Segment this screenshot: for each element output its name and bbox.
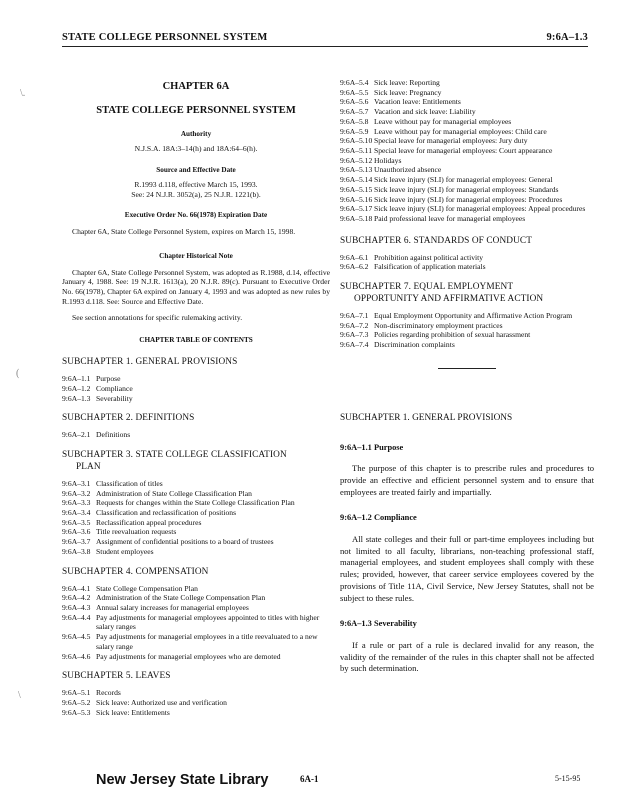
- subchapter-title: SUBCHAPTER 2. DEFINITIONS: [62, 413, 195, 424]
- toc-entry[interactable]: [340, 88, 594, 98]
- subchapter-title-continued: PLAN: [76, 461, 101, 472]
- toc-entry[interactable]: [340, 330, 594, 340]
- toc-entry-title: Paid professional leave for managerial employees: [374, 214, 526, 224]
- toc-entry[interactable]: [62, 518, 330, 528]
- toc-entry-title: Records: [96, 688, 121, 698]
- toc-entry[interactable]: [62, 537, 330, 547]
- toc-entry-number: 9:6A–3.6: [62, 527, 91, 537]
- body-sections: [340, 443, 594, 676]
- authority-heading: Authority: [180, 129, 212, 138]
- toc-entry-number: 9:6A–5.5: [340, 87, 369, 97]
- toc-entry-number: 9:6A–5.6: [340, 97, 369, 107]
- toc-entry-number: 9:6A–4.5: [62, 632, 91, 642]
- toc-entry[interactable]: [340, 175, 594, 185]
- subchapter-title: SUBCHAPTER 6. STANDARDS OF CONDUCT: [340, 235, 532, 246]
- chapter-title: STATE COLLEGE PERSONNEL SYSTEM: [96, 105, 296, 117]
- toc-entry-number: 9:6A–4.3: [62, 602, 91, 612]
- toc-entry-number: 9:6A–6.1: [340, 252, 369, 262]
- toc-entry[interactable]: [340, 156, 594, 166]
- toc-entry-title: Policies regarding prohibition of sexual harassment: [374, 330, 531, 340]
- section-heading: 9:6A–1.3 Severability: [340, 618, 417, 628]
- toc-entry[interactable]: [340, 78, 594, 88]
- subchapter-heading: [62, 357, 330, 369]
- toc-entry[interactable]: [62, 613, 330, 632]
- toc-entry[interactable]: [340, 253, 594, 263]
- running-head-title: STATE COLLEGE PERSONNEL SYSTEM: [62, 32, 268, 43]
- toc-entry[interactable]: [340, 127, 594, 137]
- history-annotations: See section annotations for specific rulemaking activity.: [72, 312, 243, 322]
- toc-entry[interactable]: [62, 430, 330, 440]
- toc-entry-number: 9:6A–5.7: [340, 107, 369, 117]
- right-column: [340, 78, 594, 675]
- toc-entry-title: Sick leave injury (SLI) for managerial employees: General: [374, 175, 553, 185]
- toc-entry-title: State College Compensation Plan: [96, 583, 198, 593]
- body-subchapter-heading: SUBCHAPTER 1. GENERAL PROVISIONS: [340, 412, 513, 423]
- toc-entry[interactable]: [62, 374, 330, 384]
- toc-entry-title: Vacation and sick leave: Liability: [374, 107, 476, 117]
- toc-entry-title: Sick leave: Pregnancy: [374, 87, 442, 97]
- toc-entry-number: 9:6A–5.18: [340, 214, 373, 224]
- toc-entry-number: 9:6A–3.2: [62, 488, 91, 498]
- page-date: 5-15-95: [555, 774, 581, 783]
- toc-entry-title: Prohibition against political activity: [374, 252, 484, 262]
- subchapter-heading: [62, 413, 330, 425]
- toc-entry-number: 9:6A–3.1: [62, 478, 91, 488]
- toc-entry-title: Sick leave: Entitlements: [96, 707, 170, 717]
- toc-entry[interactable]: [62, 489, 330, 499]
- toc-entry-title: Administration of State College Classification Plan: [96, 488, 252, 498]
- left-column: [62, 78, 330, 717]
- source-line-2: See: 24 N.J.R. 3052(a), 25 N.J.R. 1221(b).: [131, 189, 261, 199]
- toc-entry-number: 9:6A–5.3: [62, 707, 91, 717]
- toc-entry-title: Definitions: [96, 430, 131, 440]
- toc-entry[interactable]: [340, 107, 594, 117]
- toc-entry-title: Classification and reclassification of positions: [96, 508, 237, 518]
- history-heading: Chapter Historical Note: [159, 252, 233, 261]
- toc-entry-number: 9:6A–3.4: [62, 508, 91, 518]
- toc-entry-number: 9:6A–4.1: [62, 583, 91, 593]
- toc-entry[interactable]: [340, 195, 594, 205]
- toc-entry-number: 9:6A–3.3: [62, 498, 91, 508]
- source-heading: Source and Effective Date: [156, 165, 236, 174]
- toc-entry[interactable]: [62, 508, 330, 518]
- toc-entry-number: 9:6A–5.9: [340, 126, 369, 136]
- toc-entry[interactable]: [62, 652, 330, 662]
- section-heading: 9:6A–1.2 Compliance: [340, 512, 417, 522]
- toc-entry[interactable]: [340, 146, 594, 156]
- toc-entry-number: 9:6A–5.4: [340, 78, 369, 87]
- toc-entry-number: 9:6A–5.11: [340, 146, 372, 156]
- toc-entry-title: Administration of the State College Compensation Plan: [96, 593, 266, 603]
- toc-entry[interactable]: [340, 136, 594, 146]
- subchapter-title: SUBCHAPTER 3. STATE COLLEGE CLASSIFICATION: [62, 450, 287, 461]
- section-heading: 9:6A–1.1 Purpose: [340, 442, 404, 452]
- subchapter-heading: [340, 236, 594, 248]
- toc-entry-title: Classification of titles: [96, 478, 163, 488]
- toc-entry-number: 9:6A–1.3: [62, 393, 91, 403]
- toc-entry-number: 9:6A–7.3: [340, 330, 369, 340]
- toc-entry-number: 9:6A–3.5: [62, 517, 91, 527]
- toc-entry[interactable]: [62, 547, 330, 557]
- toc-entry-number: 9:6A–7.1: [340, 310, 369, 320]
- section-text: If a rule or part of a rule is declared invalid for any reason, the validity of the remainder of the rules in this chapter shall not be affected by such determination.: [340, 639, 594, 674]
- subchapter-heading: [62, 567, 330, 579]
- toc-entry-title: Holidays: [374, 155, 402, 165]
- toc-entry[interactable]: [62, 498, 330, 508]
- toc-entry[interactable]: [62, 479, 330, 489]
- toc-entry[interactable]: [340, 97, 594, 107]
- toc-entry[interactable]: [340, 262, 594, 272]
- toc-entry-number: 9:6A–4.6: [62, 651, 91, 661]
- expiration-text: Chapter 6A, State College Personnel System, expires on March 15, 1998.: [72, 226, 296, 236]
- toc-entry[interactable]: [340, 311, 594, 321]
- toc-entry-title: Pay adjustments for managerial employees who are demoted: [96, 651, 281, 661]
- toc-entry[interactable]: [340, 165, 594, 175]
- toc-entry[interactable]: [340, 204, 594, 214]
- toc-left-subchapters: [62, 357, 330, 717]
- toc-entry-number: 9:6A–1.1: [62, 374, 91, 384]
- header-rule: [62, 46, 588, 47]
- toc-entry-number: 9:6A–1.2: [62, 384, 91, 394]
- subchapter-heading: [62, 671, 330, 683]
- toc-entry-number: 9:6A–5.10: [340, 136, 373, 146]
- subchapter-title-continued: OPPORTUNITY AND AFFIRMATIVE ACTION: [354, 294, 544, 304]
- toc-entry-title: Special leave for managerial employees: Court appearance: [374, 146, 553, 156]
- toc-entry-title: Severability: [96, 393, 133, 403]
- scan-mark: (: [16, 368, 20, 379]
- toc-entry[interactable]: [62, 688, 330, 698]
- toc-entry-title: Non-discriminatory employment practices: [374, 320, 503, 330]
- section-text: All state colleges and their full or part-time employees including but not limited to all faculty, librarians, non-teaching professional staff, managerial employees, and student employees shall comply with these rules; provided, however, that career service employees covered by the provisions of Title 11A, Civil Service, New Jersey Statutes, shall not be subject to these rules.: [340, 533, 594, 604]
- expiration-heading: Executive Order No. 66(1978) Expiration Date: [124, 211, 268, 220]
- toc-entry-number: 9:6A–3.8: [62, 546, 91, 556]
- library-stamp: New Jersey State Library: [96, 772, 269, 788]
- toc-entry-number: 9:6A–5.15: [340, 184, 373, 194]
- toc-entry-title: Requests for changes within the State College Classification Plan: [96, 498, 295, 508]
- toc-entry-number: 9:6A–5.17: [340, 204, 373, 214]
- toc-heading: CHAPTER TABLE OF CONTENTS: [139, 336, 253, 345]
- toc-entry-title: Compliance: [96, 384, 133, 394]
- toc-entry-title: Sick leave injury (SLI) for managerial employees: Appeal procedures: [374, 204, 586, 214]
- toc-entry-number: 9:6A–5.1: [62, 688, 91, 698]
- toc-entry[interactable]: [340, 214, 594, 224]
- toc-entry[interactable]: [62, 698, 330, 708]
- toc-entry-title: Purpose: [96, 374, 121, 384]
- toc-entry-number: 9:6A–5.8: [340, 116, 369, 126]
- toc-list: [62, 479, 330, 557]
- toc-entry-title: Unauthorized absence: [374, 165, 442, 175]
- toc-entry-number: 9:6A–7.2: [340, 320, 369, 330]
- subchapter-heading: [340, 282, 594, 306]
- toc-entry-number: 9:6A–5.2: [62, 697, 91, 707]
- toc-entry-number: 9:6A–2.1: [62, 430, 91, 440]
- toc-leaves-continued: [340, 78, 594, 224]
- toc-entry[interactable]: [62, 527, 330, 537]
- section-text: The purpose of this chapter is to prescribe rules and procedures to provide an effective and efficient personnel system and to ensure that employees are treated fairly and impartially.: [340, 463, 594, 498]
- scan-mark: \.: [20, 88, 26, 99]
- toc-entry[interactable]: [340, 117, 594, 127]
- scan-mark: \: [18, 690, 21, 701]
- toc-entry-title: Leave without pay for managerial employees: [374, 116, 512, 126]
- toc-entry-title: Sick leave injury (SLI) for managerial employees: Procedures: [374, 194, 563, 204]
- toc-entry-title: Sick leave: Authorized use and verification: [96, 697, 227, 707]
- chapter-number: CHAPTER 6A: [162, 81, 230, 92]
- toc-entry-title: Assignment of confidential positions to a board of trustees: [96, 537, 274, 547]
- toc-entry-title: Pay adjustments for managerial employees in a title reevaluated to a new salary range: [96, 632, 318, 651]
- history-text: Chapter 6A, State College Personnel System, was adopted as R.1988, d.14, effective January 4, 1988. See: 19 N.J.R. 1613(a), 20 N.J.R. 89(c). Pursuant to Executive Order No. 66(1978), Chapter 6A expired on January 4, 1993 and was adopted as new rules by R.1993 d.118. See: Source and Effective Date.: [62, 267, 330, 306]
- toc-list: [340, 311, 594, 350]
- toc-entry-number: 9:6A–7.4: [340, 340, 369, 350]
- toc-list: [62, 688, 330, 717]
- section-divider: [438, 368, 496, 369]
- toc-entry[interactable]: [62, 708, 330, 718]
- toc-entry-title: Title reevaluation requests: [96, 527, 177, 537]
- toc-entry-title: Special leave for managerial employees: Jury duty: [374, 136, 528, 146]
- subchapter-title: SUBCHAPTER 7. EQUAL EMPLOYMENT: [340, 282, 514, 293]
- toc-entry[interactable]: [340, 185, 594, 195]
- toc-entry[interactable]: [340, 340, 594, 350]
- toc-entry[interactable]: [62, 603, 330, 613]
- toc-entry-number: 9:6A–5.16: [340, 194, 373, 204]
- toc-entry-title: Vacation leave: Entitlements: [374, 97, 461, 107]
- toc-entry-number: 9:6A–3.7: [62, 537, 91, 547]
- toc-entry-number: 9:6A–6.2: [340, 262, 369, 272]
- page-number: 6A-1: [300, 774, 319, 784]
- toc-right-subchapters: [340, 236, 594, 350]
- toc-entry[interactable]: [62, 632, 330, 651]
- toc-entry[interactable]: [340, 321, 594, 331]
- subchapter-title: SUBCHAPTER 5. LEAVES: [62, 671, 171, 682]
- toc-entry[interactable]: [62, 593, 330, 603]
- toc-entry-title: Leave without pay for managerial employees: Child care: [374, 126, 547, 136]
- subchapter-heading: [62, 450, 330, 474]
- page-footer: [0, 772, 618, 792]
- toc-list: [62, 430, 330, 440]
- toc-entry-number: 9:6A–5.14: [340, 175, 373, 185]
- source-line-1: R.1993 d.118, effective March 15, 1993.: [134, 180, 258, 190]
- toc-entry-title: Student employees: [96, 546, 154, 556]
- authority-text: N.J.S.A. 18A:3–14(h) and 18A:64–6(h).: [134, 144, 258, 154]
- toc-entry[interactable]: [62, 394, 330, 404]
- subchapter-title: SUBCHAPTER 4. COMPENSATION: [62, 566, 209, 577]
- toc-list: [340, 253, 594, 272]
- toc-entry-number: 9:6A–5.13: [340, 165, 373, 175]
- toc-entry-number: 9:6A–5.12: [340, 155, 373, 165]
- toc-entry-title: Sick leave: Reporting: [374, 78, 440, 87]
- toc-entry-title: Pay adjustments for managerial employees appointed to titles with higher salary ranges: [96, 612, 320, 632]
- toc-list: [62, 374, 330, 403]
- toc-entry-title: Discrimination complaints: [374, 340, 455, 350]
- toc-entry[interactable]: [62, 584, 330, 594]
- subchapter-title: SUBCHAPTER 1. GENERAL PROVISIONS: [62, 357, 238, 368]
- toc-entry-number: 9:6A–4.4: [62, 612, 91, 622]
- toc-entry-title: Reclassification appeal procedures: [96, 517, 202, 527]
- toc-entry-title: Annual salary increases for managerial employees: [96, 602, 249, 612]
- toc-entry-title: Equal Employment Opportunity and Affirmative Action Program: [374, 310, 573, 320]
- toc-entry-title: Falsification of application materials: [374, 262, 486, 272]
- toc-entry-title: Sick leave injury (SLI) for managerial employees: Standards: [374, 184, 559, 194]
- running-head-section: 9:6A–1.3: [546, 32, 588, 43]
- toc-list: [62, 584, 330, 662]
- toc-entry-number: 9:6A–4.2: [62, 593, 91, 603]
- running-head: [62, 32, 588, 46]
- toc-entry[interactable]: [62, 384, 330, 394]
